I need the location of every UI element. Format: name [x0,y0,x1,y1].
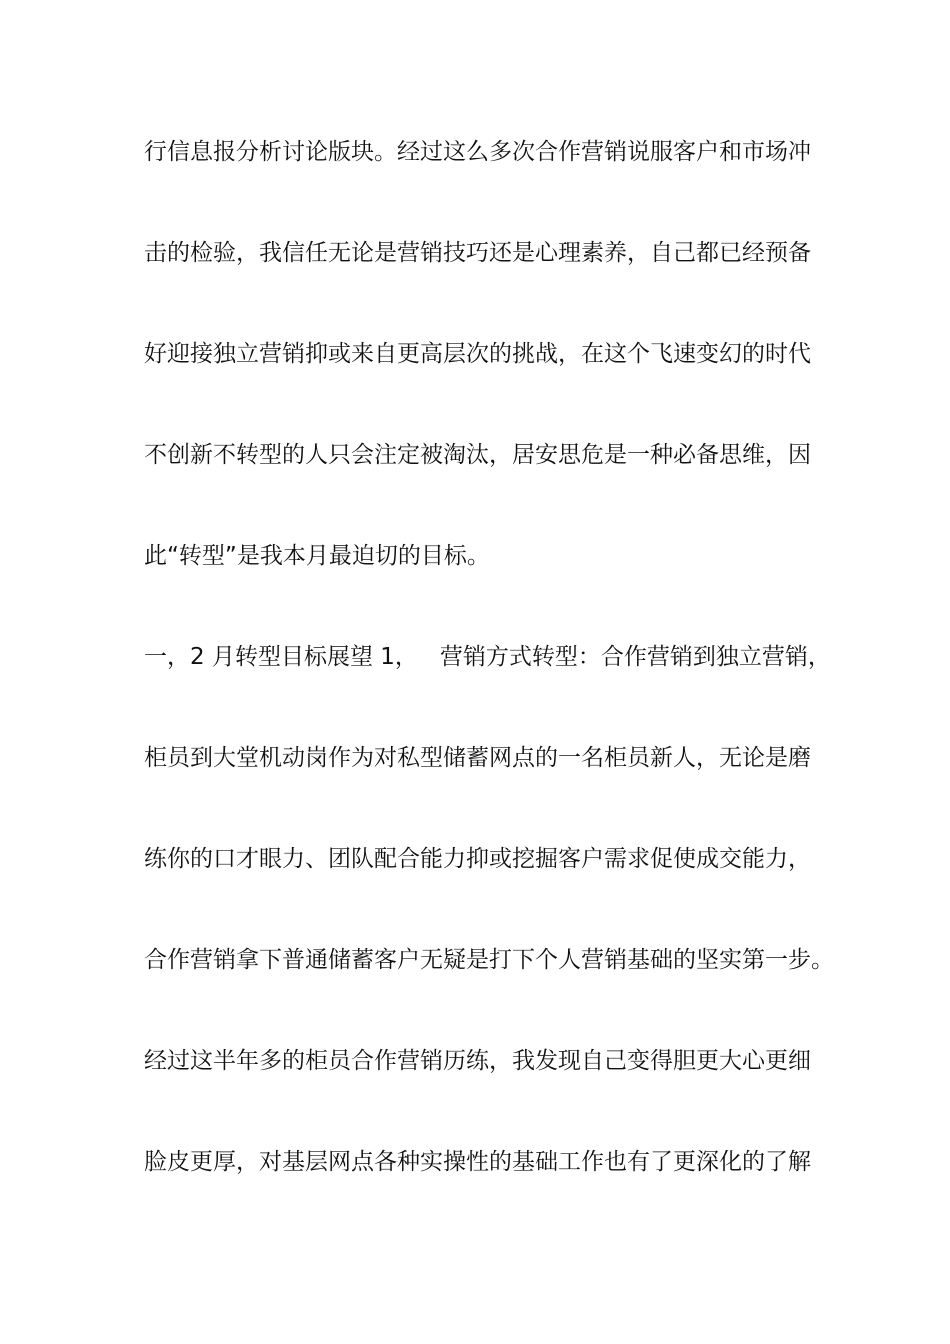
text-line: 击的检验，我信任无论是营销技巧还是心理素养，自己都已经预备 [144,240,811,266]
section-heading-line [144,635,834,736]
text-line: 合作营销拿下普通储蓄客户无疑是打下个人营销基础的坚实第一步。 [144,947,834,973]
text-line: 好迎接独立营销抑或来自更高层次的挑战，在这个飞速变幻的时代 [144,341,811,367]
text-line: 此“转型”是我本月最迫切的目标。 [144,543,490,569]
text-line: 练你的口才眼力、团队配合能力抑或挖掘客户需求促使成交能力， [144,846,811,872]
text-line: 经过这半年多的柜员合作营销历练，我发现自己变得胆更大心更细 [144,1048,811,1074]
text-line: 不创新不转型的人只会注定被淘汰，居安思危是一种必备思维，因 [144,442,811,468]
text-line: 脸皮更厚，对基层网点各种实操性的基础工作也有了更深化的了解 [144,1149,811,1175]
text-line: 柜员到大堂机动岗作为对私型储蓄网点的一名柜员新人，无论是磨 [144,745,811,771]
section-heading-part2: 营销方式转型：合作营销到独立营销， [439,644,831,670]
text-line: 行信息报分析讨论版块。经过这么多次合作营销说服客户和市场冲 [144,139,811,165]
section-heading-part1: 一，2 月转型目标展望 1， [144,644,418,670]
body-text [144,130,834,1241]
